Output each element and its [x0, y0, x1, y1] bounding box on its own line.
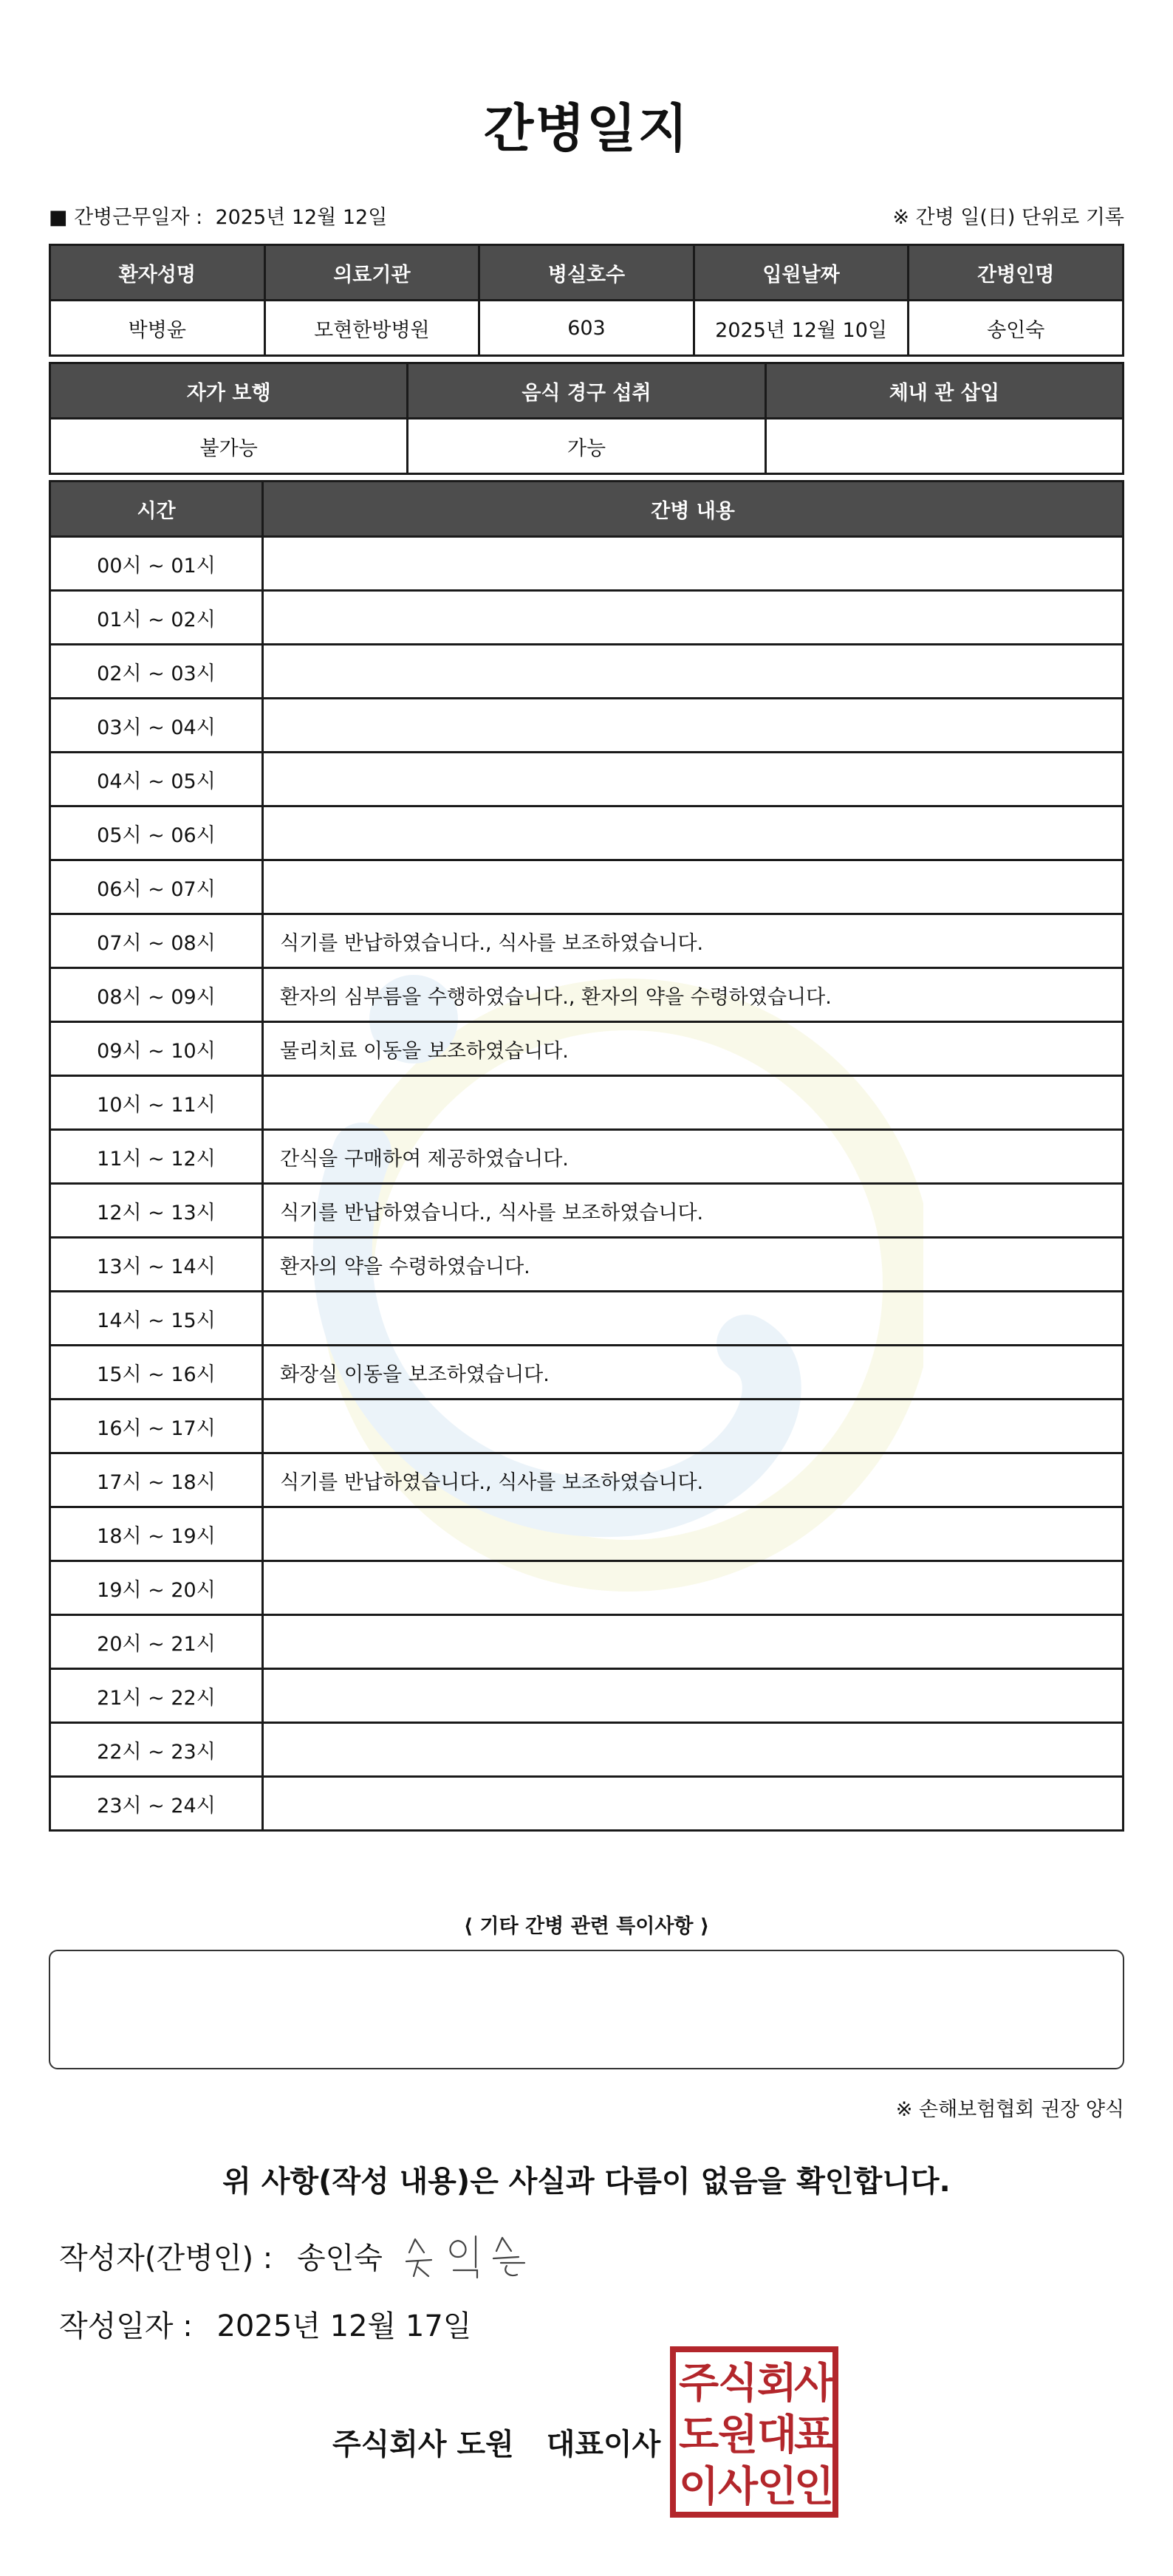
handwritten-signature	[399, 2223, 547, 2289]
writer-row	[59, 2235, 383, 2277]
form-note: ※ 손해보험협회 권장 양식	[895, 2098, 1124, 2121]
care-log-row	[50, 1184, 1124, 1238]
care-log-row	[50, 1238, 1124, 1292]
log-time: 21시 ~ 22시	[50, 1669, 263, 1723]
care-log-row	[50, 1292, 1124, 1346]
log-content: 식기를 반납하였습니다., 식사를 보조하였습니다.	[263, 1453, 1124, 1507]
log-time: 17시 ~ 18시	[50, 1453, 263, 1507]
care-log-row	[50, 1130, 1124, 1184]
log-content	[263, 537, 1124, 591]
header-tube-insertion: 체내 관 삽입	[765, 363, 1123, 419]
care-log-row	[50, 968, 1124, 1022]
log-time: 19시 ~ 20시	[50, 1561, 263, 1615]
care-log-row	[50, 1076, 1124, 1130]
header-admission-date: 입원날짜	[694, 245, 909, 301]
company-seal-stamp	[669, 2346, 839, 2518]
patient-name: 박병윤	[50, 301, 265, 356]
work-date	[49, 201, 387, 230]
log-time: 05시 ~ 06시	[50, 806, 263, 860]
header-room: 병실호수	[479, 245, 694, 301]
svg-text:사: 사	[793, 2360, 835, 2408]
log-content	[263, 1507, 1124, 1561]
log-content: 식기를 반납하였습니다., 식사를 보조하였습니다.	[263, 914, 1124, 968]
hospital-name: 모현한방병원	[264, 301, 479, 356]
care-log-row	[50, 1777, 1124, 1831]
log-time: 12시 ~ 13시	[50, 1184, 263, 1238]
svg-text:회: 회	[756, 2360, 798, 2408]
header-oral-intake: 음식 경구 섭취	[408, 363, 765, 419]
care-log-row	[50, 753, 1124, 806]
written-date-row	[59, 2303, 471, 2345]
svg-text:대: 대	[756, 2411, 798, 2459]
log-content: 화장실 이동을 보조하였습니다.	[263, 1346, 1124, 1400]
log-content	[263, 753, 1124, 806]
log-time: 09시 ~ 10시	[50, 1022, 263, 1076]
care-log-row	[50, 537, 1124, 591]
care-log-row	[50, 645, 1124, 699]
log-time: 04시 ~ 05시	[50, 753, 263, 806]
admission-date: 2025년 12월 10일	[694, 301, 909, 356]
tube-insertion-value	[765, 419, 1123, 474]
care-log-row	[50, 1561, 1124, 1615]
care-log-row	[50, 1507, 1124, 1561]
care-log-row	[50, 1723, 1124, 1777]
log-time: 02시 ~ 03시	[50, 645, 263, 699]
meta-row	[49, 201, 1124, 233]
patient-info-table	[49, 244, 1124, 357]
log-time: 23시 ~ 24시	[50, 1777, 263, 1831]
log-content	[263, 1076, 1124, 1130]
log-time: 20시 ~ 21시	[50, 1615, 263, 1669]
room-number: 603	[479, 301, 694, 356]
svg-text:인: 인	[756, 2463, 798, 2511]
patient-status-table	[49, 362, 1124, 475]
svg-text:주: 주	[678, 2360, 719, 2408]
log-time: 22시 ~ 23시	[50, 1723, 263, 1777]
header-patient-name: 환자성명	[50, 245, 265, 301]
remarks-box	[49, 1950, 1124, 2069]
care-log-row	[50, 1453, 1124, 1507]
care-log-row	[50, 1615, 1124, 1669]
work-date-value: 2025년 12월 12일	[215, 206, 388, 229]
care-log-row	[50, 860, 1124, 914]
log-content: 식기를 반납하였습니다., 식사를 보조하였습니다.	[263, 1184, 1124, 1238]
log-content	[263, 645, 1124, 699]
svg-text:도: 도	[678, 2411, 719, 2459]
log-content: 환자의 심부름을 수행하였습니다., 환자의 약을 수령하였습니다.	[263, 968, 1124, 1022]
company-name: 주식회사 도원	[332, 2428, 514, 2462]
log-time: 00시 ~ 01시	[50, 537, 263, 591]
log-content	[263, 1400, 1124, 1453]
log-content	[263, 1615, 1124, 1669]
care-log-row	[50, 1346, 1124, 1400]
log-time: 11시 ~ 12시	[50, 1130, 263, 1184]
care-log-row	[50, 914, 1124, 968]
unit-note: ※ 간병 일(日) 단위로 기록	[892, 206, 1124, 229]
log-time: 18시 ~ 19시	[50, 1507, 263, 1561]
log-time: 08시 ~ 09시	[50, 968, 263, 1022]
log-time: 13시 ~ 14시	[50, 1238, 263, 1292]
log-content	[263, 591, 1124, 645]
log-content	[263, 699, 1124, 753]
oral-intake-value: 가능	[408, 419, 765, 474]
care-log-row	[50, 1669, 1124, 1723]
log-content	[263, 1669, 1124, 1723]
header-caregiver: 간병인명	[909, 245, 1124, 301]
svg-text:사: 사	[717, 2463, 759, 2511]
header-hospital: 의료기관	[264, 245, 479, 301]
care-log-rows	[50, 537, 1124, 1831]
work-date-label: ■ 간병근무일자 :	[49, 206, 203, 229]
log-content	[263, 1561, 1124, 1615]
log-content	[263, 1777, 1124, 1831]
caregiver-name: 송인숙	[909, 301, 1124, 356]
care-log-row	[50, 699, 1124, 753]
svg-text:표: 표	[793, 2411, 835, 2459]
header-time: 시간	[50, 482, 263, 537]
header-care-content: 간병 내용	[263, 482, 1124, 537]
representative-title: 대표이사	[546, 2428, 661, 2462]
svg-text:식: 식	[717, 2360, 759, 2408]
log-time: 15시 ~ 16시	[50, 1346, 263, 1400]
log-content: 환자의 약을 수령하였습니다.	[263, 1238, 1124, 1292]
svg-text:원: 원	[717, 2411, 759, 2459]
log-time: 03시 ~ 04시	[50, 699, 263, 753]
svg-text:이: 이	[678, 2463, 719, 2511]
log-time: 06시 ~ 07시	[50, 860, 263, 914]
confirmation-statement: 위 사항(작성 내용)은 사실과 다름이 없음을 확인합니다.	[222, 2165, 951, 2199]
log-content	[263, 1292, 1124, 1346]
svg-text:인: 인	[793, 2463, 835, 2511]
care-log-table	[49, 480, 1124, 1832]
company-line	[332, 2421, 660, 2463]
log-time: 16시 ~ 17시	[50, 1400, 263, 1453]
log-content	[263, 860, 1124, 914]
log-time: 01시 ~ 02시	[50, 591, 263, 645]
self-walking-value: 불가능	[50, 419, 408, 474]
log-content	[263, 806, 1124, 860]
log-content: 간식을 구매하여 제공하였습니다.	[263, 1130, 1124, 1184]
header-self-walking: 자가 보행	[50, 363, 408, 419]
care-log-row	[50, 1022, 1124, 1076]
remarks-title: ⟨ 기타 간병 관련 특이사항 ⟩	[463, 1915, 710, 1938]
log-content: 물리치료 이동을 보조하였습니다.	[263, 1022, 1124, 1076]
writer-name: 송인숙	[296, 2241, 383, 2275]
written-date-label: 작성일자 :	[59, 2309, 193, 2343]
log-time: 10시 ~ 11시	[50, 1076, 263, 1130]
care-log-row	[50, 591, 1124, 645]
writer-label: 작성자(간병인) :	[59, 2241, 273, 2275]
written-date-value: 2025년 12월 17일	[216, 2309, 472, 2343]
log-time: 14시 ~ 15시	[50, 1292, 263, 1346]
log-time: 07시 ~ 08시	[50, 914, 263, 968]
log-content	[263, 1723, 1124, 1777]
document-title: 간병일지	[483, 98, 690, 159]
care-log-row	[50, 1400, 1124, 1453]
care-log-row	[50, 806, 1124, 860]
